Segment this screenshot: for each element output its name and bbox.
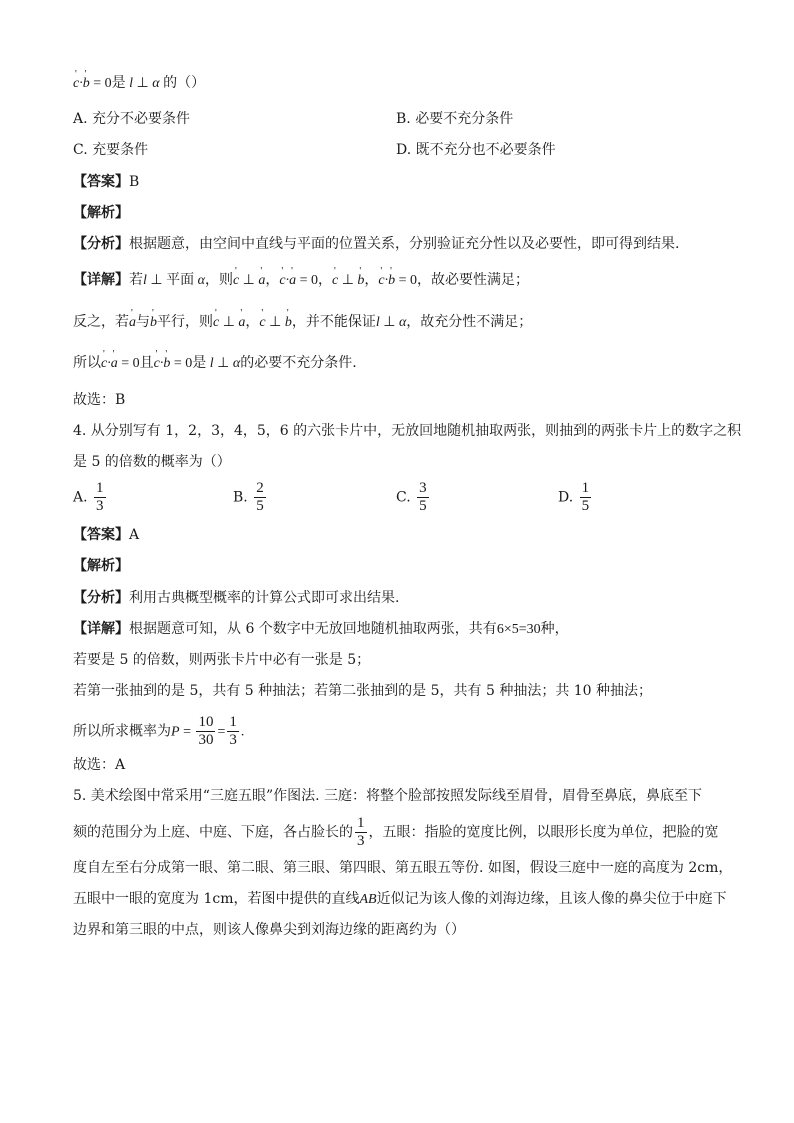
q4-detail-line-3: 若第一张抽到的是 5，共有 5 种抽法；若第二张抽到的是 5，共有 5 种抽法；共 10 种抽法； — [73, 683, 653, 699]
option-a: A. 充分不必要条件 — [73, 111, 191, 127]
q5-stem-4: 五眼中一眼的宽度为 1cm，若图中提供的直线AB近似记为该人像的刘海边缘，且该人像的鼻尖位于中庭下 — [73, 891, 727, 907]
q4-option-d: D. $\frac{1}{5}$ — [558, 480, 590, 514]
q4-stem-2: 是 5 的倍数的概率为（） — [73, 454, 231, 470]
q4-answer-line: 【答案】A — [73, 527, 140, 543]
detail-line-2: 反之，若' a与' b平行，则' c ⊥ ' a，' c ⊥ ' b，并不能保证l ⊥ α，故充分性不满足； — [73, 312, 532, 333]
option-c: C. 充要条件 — [73, 142, 149, 158]
q4-final-choice: 故选：A — [73, 757, 126, 773]
q3-stem: ' c·' b = 0是 l ⊥ α 的（） — [73, 73, 205, 94]
q4-stem-1: 4. 从分别写有 1，2，3，4，5，6 的六张卡片中，无放回地随机抽取两张，则抽到的两张卡片上的数字之积 — [73, 423, 742, 439]
q4-analysis-heading: 【解析】 — [73, 558, 129, 574]
q5-stem-5: 边界和第三眼的中点，则该人像鼻尖到刘海边缘的距离约为（） — [73, 922, 465, 938]
detail-line-3: 所以' c·' a = 0且' c·' b = 0是 l ⊥ α的必要不充分条件. — [73, 353, 357, 374]
q4-detail-line-1: 【详解】根据题意可知，从 6 个数字中无放回地随机抽取两张，共有6×5=30种， — [73, 621, 569, 637]
q4-detail-line-2: 若要是 5 的倍数，则两张卡片中必有一张是 5； — [73, 652, 371, 668]
fenxi-line: 【分析】根据题意，由空间中直线与平面的位置关系，分别验证充分性以及必要性，即可得到结果. — [73, 236, 680, 252]
detail-line-1: 【详解】若l ⊥ 平面 α，则' c ⊥ ' a，' c·' a = 0，' c ⊥ ' b，' c·' b = 0，故必要性满足； — [73, 270, 529, 291]
q3-final-choice: 故选：B — [73, 392, 126, 408]
option-b: B. 必要不充分条件 — [396, 111, 514, 127]
q5-stem-2: 颏的范围分为上庭、中庭、下庭，各占脸长的 $\frac{1}{3}$ ，五眼：指脸的宽度比例，以眼形长度为单位，把脸的宽 — [73, 815, 719, 849]
q5-stem-3: 度自左至右分成第一眼、第二眼、第三眼、第四眼、第五眼五等份. 如图，假设三庭中一庭的高度为 2cm， — [73, 860, 733, 876]
q4-option-c: C. $\frac{3}{5}$ — [396, 480, 427, 514]
q4-detail-line-4: 所以所求概率为P = $\frac{10}{30}$ = $\frac{1}{3}$ . — [73, 714, 245, 748]
q5-stem-1: 5. 美术绘图中常采用“三庭五眼”作图法. 三庭：将整个脸部按照发际线至眉骨，眉骨至鼻底，鼻底至下 — [73, 788, 703, 804]
q4-option-b: B. $\frac{2}{5}$ — [233, 480, 264, 514]
option-d: D. 既不充分也不必要条件 — [396, 142, 556, 158]
q4-fenxi-line: 【分析】利用古典概型概率的计算公式即可求出结果. — [73, 590, 400, 606]
answer-line: 【答案】B — [73, 174, 140, 190]
analysis-heading: 【解析】 — [73, 205, 129, 221]
q4-option-a: A. $\frac{1}{3}$ — [73, 480, 104, 514]
